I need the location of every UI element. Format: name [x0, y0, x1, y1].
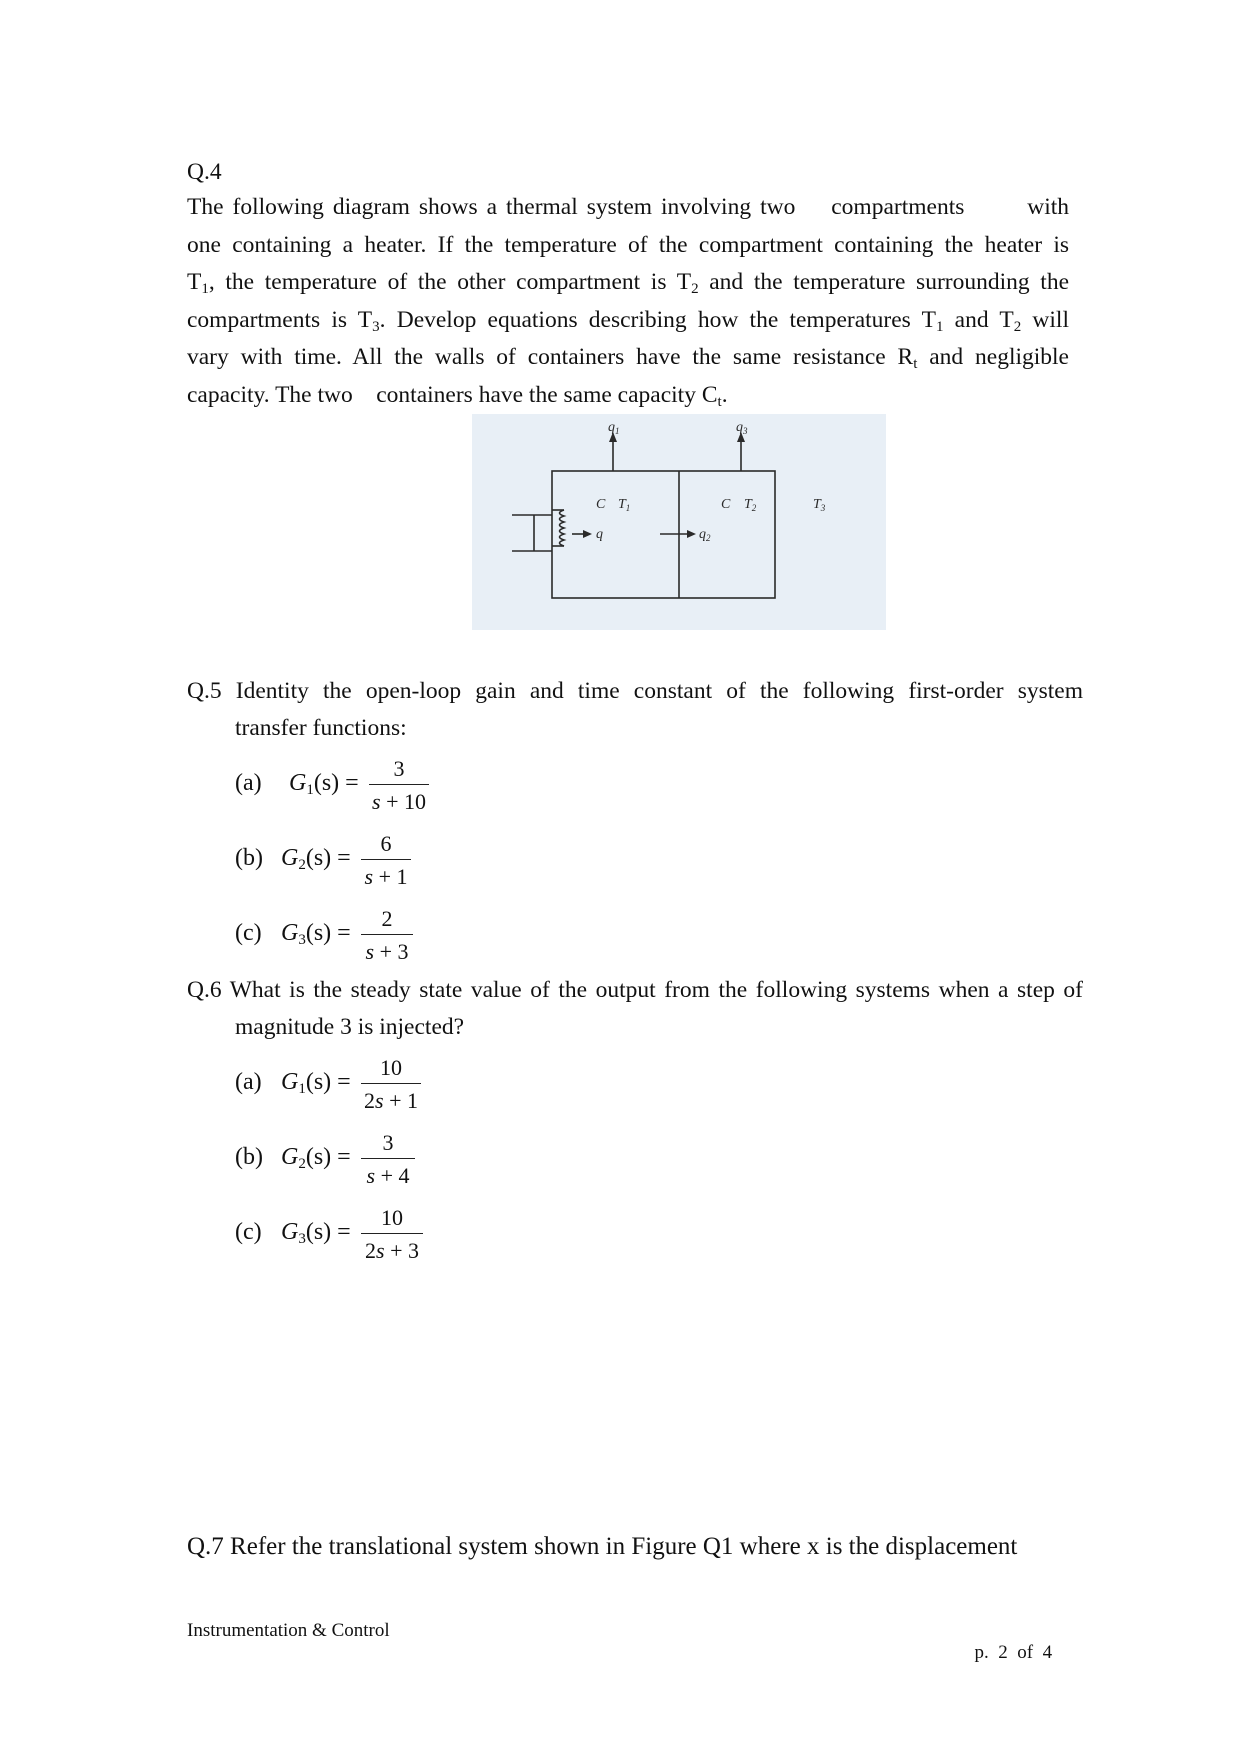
c1-label: C: [596, 497, 606, 512]
q6-item-a: (a) $G_1(s)$ = 10 2s + 1: [235, 1053, 455, 1117]
t2-label: $T_2$: [744, 497, 757, 513]
q2-label: $q_2$: [699, 527, 711, 543]
q4-paragraph: [187, 189, 1069, 414]
q6-line-1: Q.6 What is the steady state value of the output from the following systems when a step of: [187, 977, 1083, 1003]
q5-line-2: transfer functions:: [235, 715, 407, 741]
q5-item-c: (c) $G_3(s)$ = 2 s + 3: [235, 904, 455, 968]
thermal-system-diagram: [472, 414, 886, 630]
q5-item-b: (b) $G_2(s)$ = 6 s + 1: [235, 829, 455, 893]
q4-line-1: The following diagram shows a thermal system involving two compartments with: [187, 194, 1070, 220]
q6-line-2: magnitude 3 is injected?: [235, 1014, 465, 1040]
q4-number: Q.4: [187, 159, 222, 185]
q5-line-1: Q.5 Identity the open-loop gain and time constant of the following first-order system: [187, 678, 1083, 704]
q7-question: Q.7 Refer the translational system shown in Figure Q1 where x is the displacement: [187, 1533, 1018, 1560]
q4-line-5: vary with time. All the walls of containers have the same resistance $R_t$ and negligible: [187, 344, 1069, 372]
q4-line-4: compartments is $T_3$. Develop equations describing how the temperatures $T_1$ and $T_2$ will: [187, 306, 1069, 335]
q4-line-3: $T_1$, the temperature of the other compartment is $T_2$ and the temperature surrounding the: [187, 269, 1070, 297]
q6-question: [187, 972, 1083, 1010]
q6-item-c: (c) $G_3(s)$ = 10 2s + 3: [235, 1203, 455, 1267]
q-label: q: [596, 527, 603, 542]
footer-page-number: p. 2 of 4: [974, 1642, 1053, 1663]
q6-item-b: (b) $G_2(s)$ = 3 s + 4: [235, 1128, 455, 1192]
q1-label: $q_1$: [608, 420, 620, 436]
c2-label: C: [721, 497, 731, 512]
footer-course-title: Instrumentation & Control: [187, 1620, 390, 1641]
q5-item-a: (a) $G_1(s)$ = 3 s + 10: [235, 754, 455, 818]
t3-label: $T_3$: [813, 497, 826, 513]
t1-label: $T_1$: [618, 497, 631, 513]
q4-line-2: one containing a heater. If the temperature of the compartment containing the heater is: [187, 231, 1070, 258]
q5-question: [187, 673, 1083, 711]
q3-label: $q_3$: [736, 420, 748, 436]
q4-line-6: capacity. The two containers have the same capacity $C_t$.: [187, 381, 728, 410]
